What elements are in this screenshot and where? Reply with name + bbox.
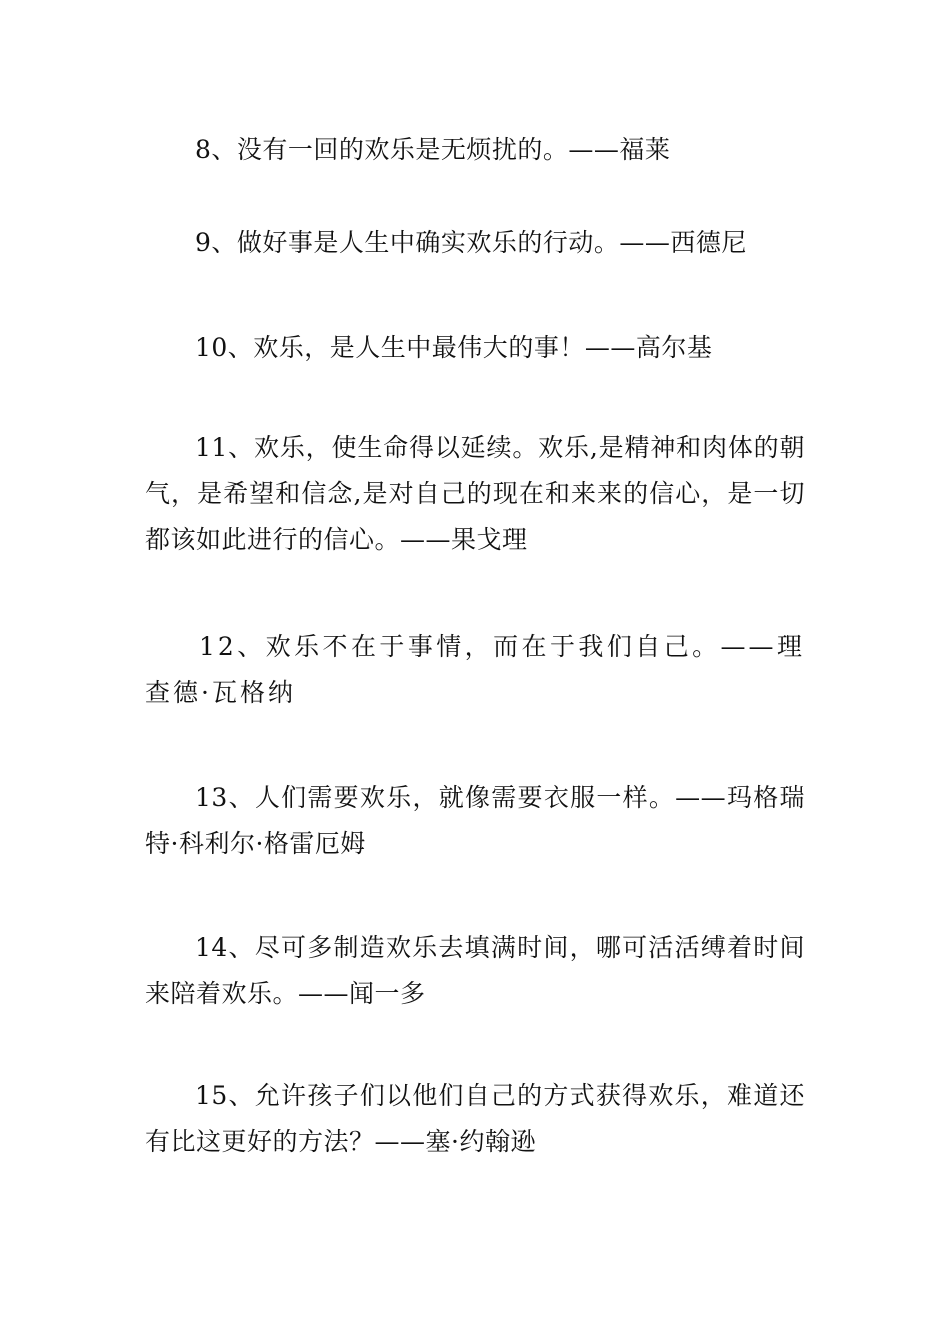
quote-paragraph-15: 15、允许孩子们以他们自己的方式获得欢乐，难道还有比这更好的方法？——塞·约翰逊 [145, 1081, 805, 1156]
quote-paragraph-10: 10、欢乐，是人生中最伟大的事！——高尔基 [195, 333, 713, 362]
quote-paragraph-14: 14、尽可多制造欢乐去填满时间，哪可活活缚着时间来陪着欢乐。——闻一多 [145, 933, 805, 1008]
quote-paragraph-9: 9、做好事是人生中确实欢乐的行动。——西德尼 [195, 228, 747, 257]
quote-paragraph-13: 13、人们需要欢乐，就像需要衣服一样。——玛格瑞特·科利尔·格雷厄姆 [145, 783, 805, 858]
quote-paragraph-8: 8、没有一回的欢乐是无烦扰的。——福莱 [195, 135, 671, 164]
quote-paragraph-11: 11、欢乐，使生命得以延续。欢乐,是精神和肉体的朝气，是希望和信念,是对自己的现在和来来的信心，是一切都该如此进行的信心。——果戈理 [145, 433, 805, 554]
quote-paragraph-12: 12、欢乐不在于事情，而在于我们自己。——理查德·瓦格纳 [145, 632, 805, 707]
